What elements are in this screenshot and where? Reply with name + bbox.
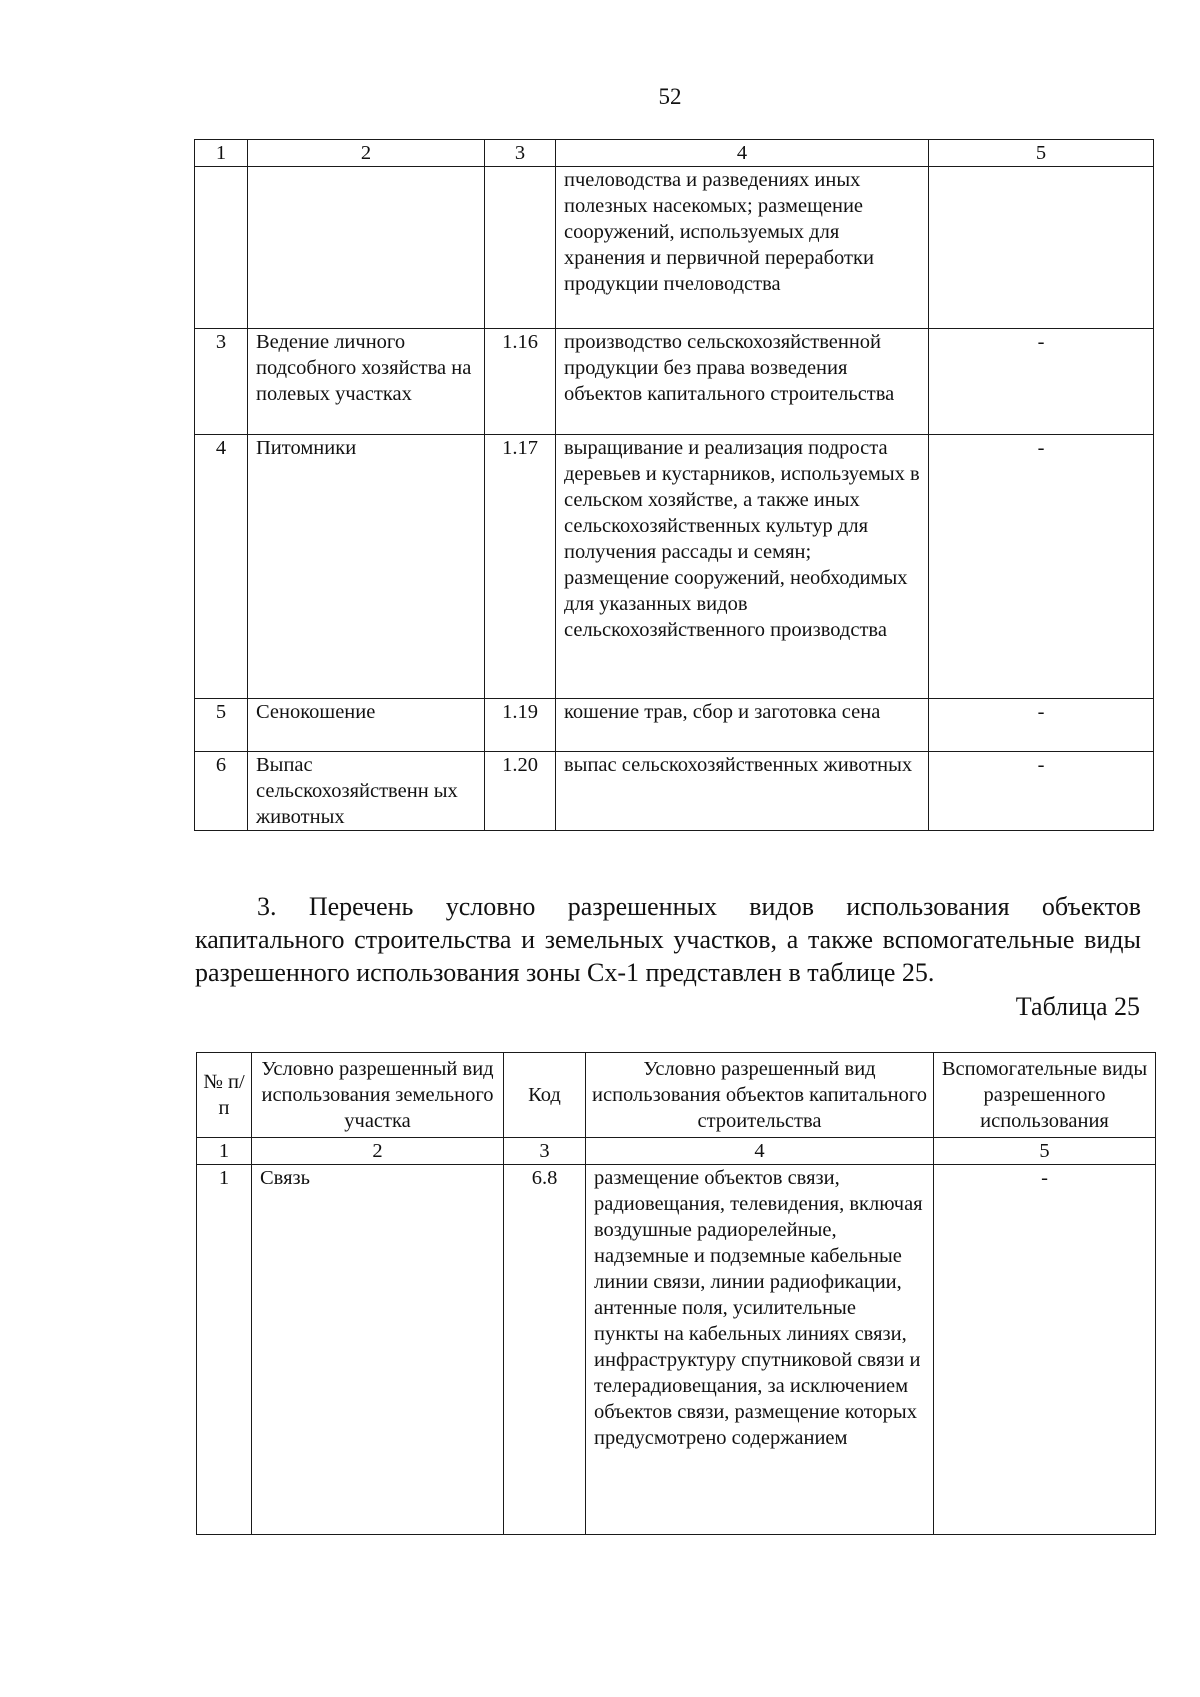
conditional-use-table	[196, 1052, 1156, 1535]
auxiliary-use: -	[934, 1165, 1156, 1535]
column-number: 4	[586, 1138, 934, 1165]
row-number	[195, 167, 248, 329]
row-number: 6	[195, 752, 248, 831]
column-header: Условно разрешенный вид использования земельного участка	[252, 1053, 504, 1138]
land-use-description: выпас сельскохозяйственных животных	[556, 752, 929, 831]
land-use-code: 1.20	[485, 752, 556, 831]
column-number: 5	[929, 140, 1154, 167]
column-number: 1	[197, 1138, 252, 1165]
land-use-description: размещение объектов связи, радиовещания, телевидения, включая воздушные радиорелейные, надземные и подземные кабельные линии связи, линии радиофикации, антенные поля, усилительные пункты на кабельных линиях связи, инфраструктуру спутниковой связи и телерадиовещания, за исключением объектов связи, размещение которых предусмотрено содержанием	[586, 1165, 934, 1535]
table-row	[195, 435, 1154, 699]
column-number: 5	[934, 1138, 1156, 1165]
land-use-code: 1.16	[485, 329, 556, 435]
column-header: Вспомогательные виды разрешенного использования	[934, 1053, 1156, 1138]
land-use-name: Связь	[252, 1165, 504, 1535]
land-use-name: Выпас сельскохозяйственн ых животных	[248, 752, 485, 831]
page-number: 52	[658, 84, 682, 109]
auxiliary-use: -	[929, 752, 1154, 831]
land-use-code: 1.17	[485, 435, 556, 699]
row-number: 1	[197, 1165, 252, 1535]
column-number: 4	[556, 140, 929, 167]
column-number: 1	[195, 140, 248, 167]
table-column-numbers	[197, 1138, 1156, 1165]
table-row	[195, 752, 1154, 831]
table-row	[195, 329, 1154, 435]
table-row	[195, 167, 1154, 329]
table-header-row	[195, 140, 1154, 167]
land-use-name: Ведение личного подсобного хозяйства на полевых участках	[248, 329, 485, 435]
land-use-name: Питомники	[248, 435, 485, 699]
column-header: № п/п	[197, 1053, 252, 1138]
land-use-code	[485, 167, 556, 329]
column-number: 2	[252, 1138, 504, 1165]
land-use-name	[248, 167, 485, 329]
section-paragraph: 3. Перечень условно разрешенных видов использования объектов капитального строительства и земельных участков, а также вспомогательные виды разрешенного использования зоны Сх-1 представлен в таблице 25.	[195, 892, 1141, 987]
row-number: 4	[195, 435, 248, 699]
land-use-description: выращивание и реализация подроста деревьев и кустарников, используемых в сельском хозяйстве, а также иных сельскохозяйственных культур для получения рассады и семян; размещение сооружений, необходимых для указанных видов сельскохозяйственного производства	[556, 435, 929, 699]
column-number: 3	[504, 1138, 586, 1165]
land-use-code: 6.8	[504, 1165, 586, 1535]
land-use-name: Сенокошение	[248, 699, 485, 752]
land-use-description: кошение трав, сбор и заготовка сена	[556, 699, 929, 752]
auxiliary-use: -	[929, 435, 1154, 699]
table-column-headers	[197, 1053, 1156, 1138]
land-use-description: производство сельскохозяйственной продукции без права возведения объектов капитального строительства	[556, 329, 929, 435]
column-header: Код	[504, 1053, 586, 1138]
table-row	[195, 699, 1154, 752]
auxiliary-use	[929, 167, 1154, 329]
row-number: 5	[195, 699, 248, 752]
table-caption: Таблица 25	[1015, 992, 1140, 1021]
auxiliary-use: -	[929, 329, 1154, 435]
table-row	[197, 1165, 1156, 1535]
land-use-table-continued	[194, 139, 1154, 831]
row-number: 3	[195, 329, 248, 435]
column-header: Условно разрешенный вид использования объектов капитального строительства	[586, 1053, 934, 1138]
column-number: 2	[248, 140, 485, 167]
auxiliary-use: -	[929, 699, 1154, 752]
land-use-description: пчеловодства и разведениях иных полезных насекомых; размещение сооружений, используемых для хранения и первичной переработки продукции пчеловодства	[556, 167, 929, 329]
land-use-code: 1.19	[485, 699, 556, 752]
column-number: 3	[485, 140, 556, 167]
